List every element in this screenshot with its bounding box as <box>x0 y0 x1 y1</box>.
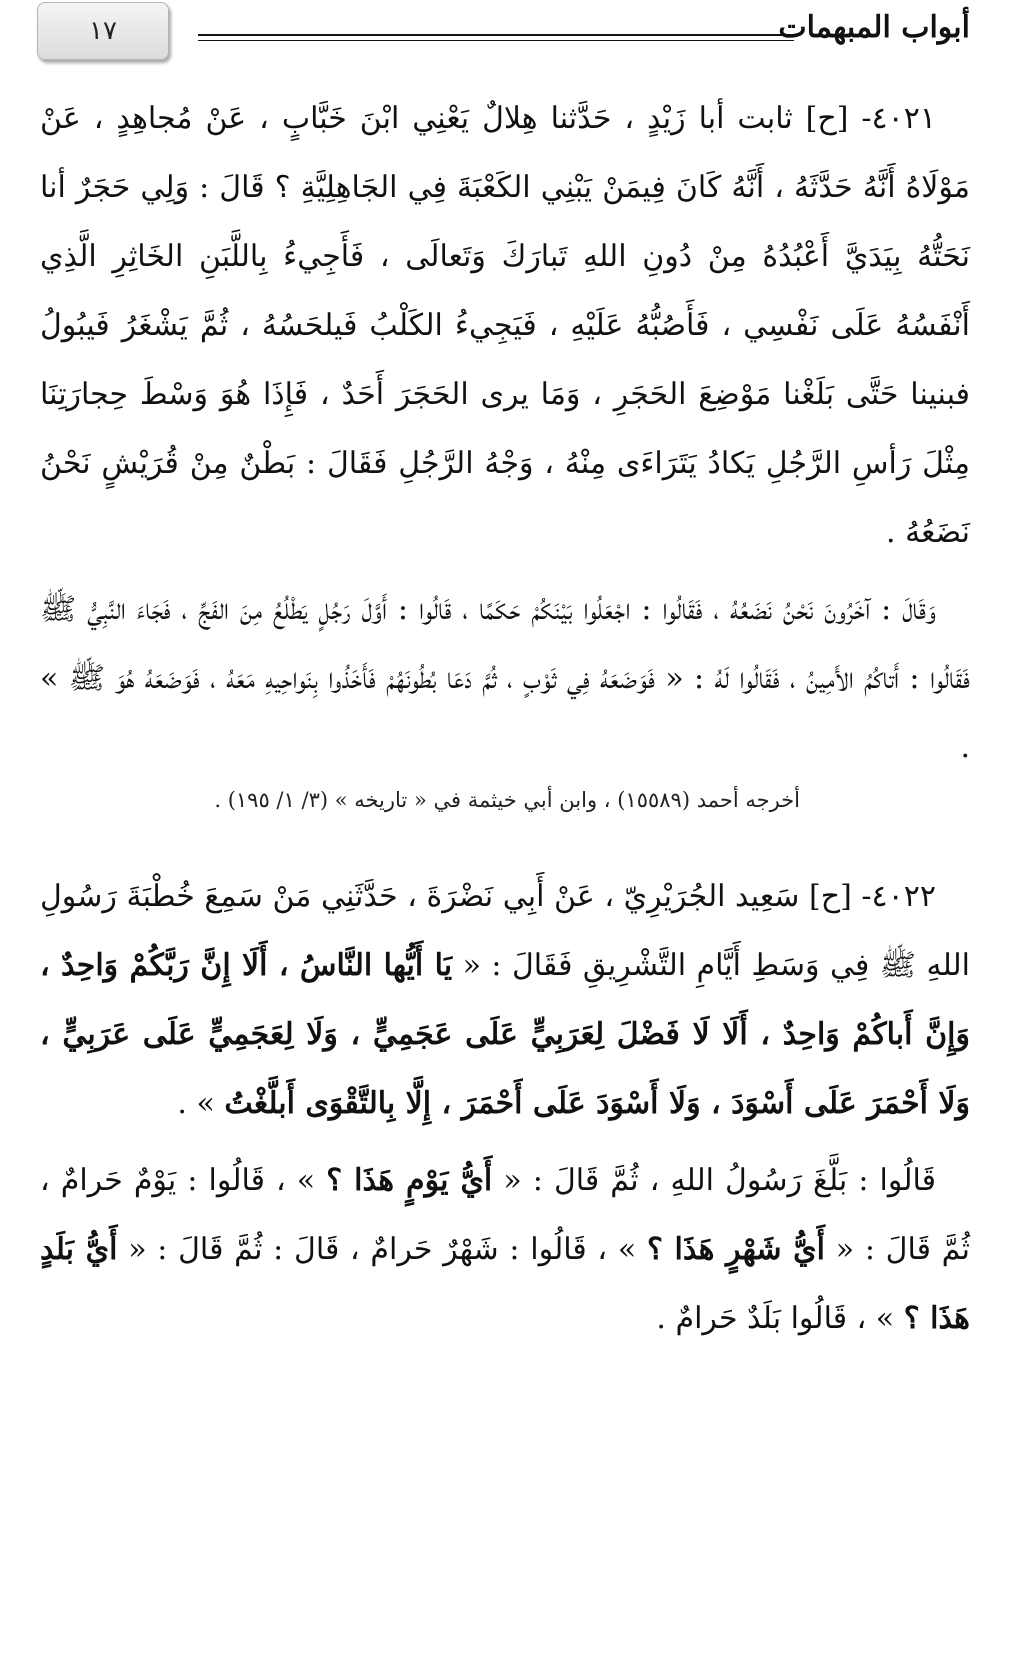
question-land: أَيُّ بَلَدٍ هَذَا ؟ <box>40 1232 970 1336</box>
question-day: أَيُّ يَوْمٍ هَذَا ؟ <box>326 1163 493 1198</box>
hadith-4022-quote-end: » . <box>177 1086 215 1121</box>
hadith-4022-paragraph-2 <box>40 1146 970 1353</box>
dialogue-part-c: » ، قَالُوا : يَوْمٌ حَرامٌ ، ثُمَّ قَالَ : « <box>40 1163 970 1267</box>
hadith-4022-paragraph-1 <box>40 862 970 1138</box>
page-number-tab <box>37 2 169 60</box>
header-divider <box>198 34 794 41</box>
hadith-4021-paragraph-1: ٤٠٢١- [ح] ثابت أبا زَيْدٍ ، حَدَّثنا هِلالٌ يَعْنِي ابْنَ خَبَّابٍ ، عَنْ مُجاهِدٍ ، عَنْ مَوْلَاهُ أَنَّهُ حَدَّثَهُ ، أَنَّهُ كَانَ فِيمَنْ يَبْنِي الكَعْبَةَ فِي الجَاهِلِيَّةِ ؟ قَالَ : وَلِي حَجَرٌ أنا نَحَتُّهُ بِيَدَيَّ أَعْبُدُهُ مِنْ دُونِ اللهِ تَبارَكَ وَتَعالَى ، فَأَجِيءُ بِاللَّبَنِ الخَاثِرِ الَّذِي أَنْفَسُهُ عَلَى نَفْسِي ، فَأَصُبُّهُ عَلَيْهِ ، فَيَجِيءُ الكَلْبُ فَيلحَسُهُ ، ثُمَّ يَشْغَرُ فَيبُولُ فبنينا حَتَّى بَلَغْنا مَوْضِعَ الحَجَرِ ، وَمَا يرى الحَجَرَ أَحَدٌ ، فَإِذَا هُوَ وَسْطَ حِجارَتِنَا مِثْلَ رَأسِ الرَّجُلِ يَكادُ يَتَرَاءَى مِنْهُ ، وَجْهُ الرَّجُلِ فَقَالَ : بَطْنٌ مِنْ قُرَيْشٍ نَحْنُ نَضَعُهُ . <box>40 101 970 550</box>
dialogue-part-e: » ، قَالُوا : شَهْرٌ حَرامٌ ، قَالَ : ثُمَّ قَالَ : « <box>128 1232 637 1267</box>
dialogue-part-a: قَالُوا : بَلَّغَ رَسُولُ اللهِ ، ثُمَّ قَالَ : « <box>503 1163 936 1198</box>
hadith-4021-footnote: أخرجه أحمد (١٥٥٨٩) ، وابن أبي خيثمة في « تاريخه » (٣/ ١/ ١٩٥) . <box>214 788 800 812</box>
page-content <box>40 84 970 1353</box>
page-number: ١٧ <box>89 16 117 46</box>
running-head: أبواب المبهمات <box>778 10 970 45</box>
hadith-4022-sermon-quote: يَا أَيُّها النَّاسُ ، أَلَا إِنَّ رَبَّكُمْ وَاحِدٌ ، وَإِنَّ أَباكُمْ وَاحِدٌ ، أَلَا لَا فَضْلَ لِعَرَبِيٍّ عَلَى عَجَمِيٍّ ، وَلَا لِعَجَمِيٍّ عَلَى عَرَبِيٍّ ، وَلَا أَحْمَرَ عَلَى أَسْوَدَ ، وَلَا أَسْوَدَ عَلَى أَحْمَرَ ، إِلَّا بِالتَّقْوَى أَبلَّغْتُ <box>40 948 970 1121</box>
question-month: أَيُّ شَهْرٍ هَذَا ؟ <box>646 1232 826 1267</box>
dialogue-part-g: » ، قَالُوا بَلَدٌ حَرامٌ . <box>656 1301 895 1336</box>
hadith-4021-paragraph-2: وَقَالَ : آخَرُونَ نَحْنُ نَضَعُهُ ، فَقَالُوا : اجْعَلُوا بَيْنَكُمْ حَكَمًا ، قَالُوا : أَوَّلَ رَجُلٍ يَطْلُعُ مِنَ الفَجِّ ، فَجَاءَ النَّبِيُّ ﷺ فَقَالُوا : أَتاكُمُ الأَمِينُ ، فَقَالُوا لَهُ : « فَوَضَعَهُ فِي ثَوْبٍ ، ثُمَّ دَعَا بُطُونَهُمْ فَأَخَذُوا بِنَواحِيهِ مَعَهُ ، فَوَضَعَهُ هُوَ ﷺ » . <box>40 592 970 765</box>
hadith-4022-intro: ٤٠٢٢- [ح] سَعِيد الجُرَيْرِيّ ، عَنْ أَبِي نَضْرَةَ ، حَدَّثَنِي مَنْ سَمِعَ خُطْبَةَ رَسُولِ اللهِ ﷺ فِي وَسَطِ أَيَّامِ التَّشْرِيقِ فَقَالَ : « <box>40 879 970 983</box>
page-header <box>0 0 1010 72</box>
section-gap <box>40 818 970 862</box>
